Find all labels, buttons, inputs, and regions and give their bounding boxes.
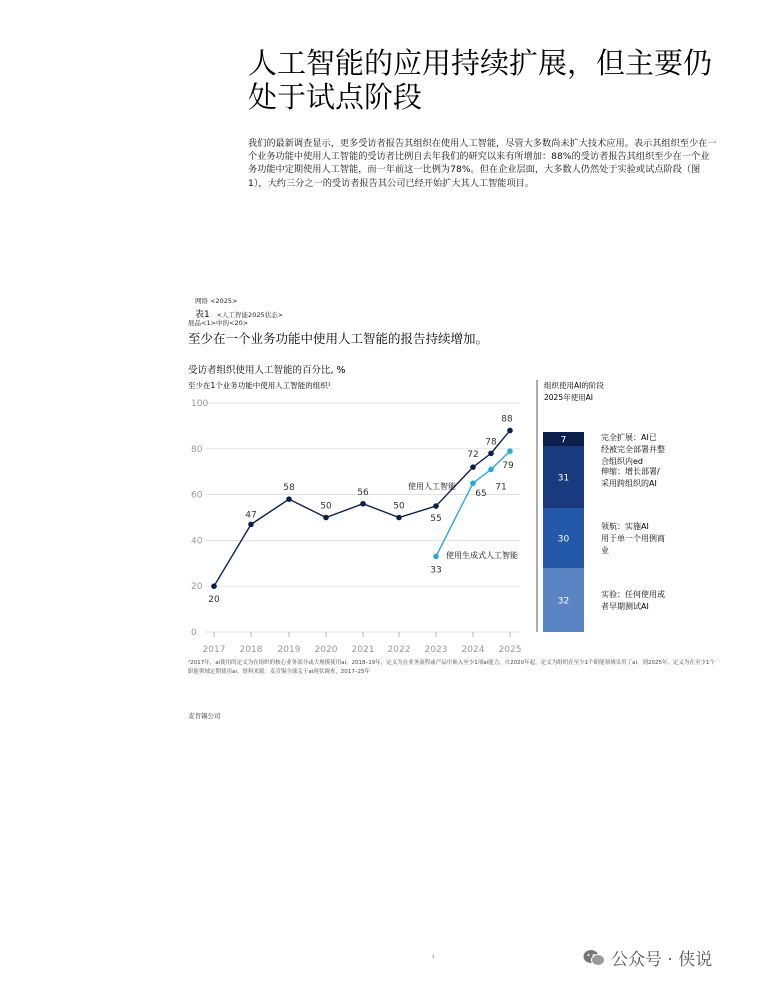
data-label: 72 [467,450,479,461]
x-tick-label: 2022 [387,645,411,655]
x-tick-label: 2020 [314,645,338,655]
segment-value-label: 31 [557,473,570,484]
data-label: 33 [430,565,442,576]
intro-paragraph: 我们的最新调查显示，更多受访者报告其组织在使用人工智能，尽管大多数尚未扩大技术应用。表示其组织至少在一个业务功能中使用人工智能的受访者比例自去年我们的研究以来有所增加：88%的受访者报告其组织至少在一个业务功能中定期使用人工智能，而一年前这一比例为78%。但在企业层面，大多数人仍然处于实验或试点阶段（图1），大约三分之一的受访者报告其公司已经开始扩大其人工智能项目。 [248,138,717,189]
data-label: 56 [357,487,369,498]
exhibit-tag: <人工智能2025状态> [216,311,284,319]
segment-description: 伸缩：增长部署/ [601,467,660,476]
y-tick-label: 60 [191,490,203,501]
segment-description: 领航：实施AI [601,522,649,531]
page-title: 人工智能的应用持续扩展，但主要仍处于试点阶段 [248,46,713,114]
axis-layer [191,399,521,655]
y-tick-label: 0 [191,628,197,638]
ai-data-point [433,503,439,509]
ai-data-point [470,464,476,470]
source-label: 麦肯锡公司 [188,712,221,720]
data-label: 58 [283,483,295,494]
data-label: 65 [475,489,487,500]
genai-data-point [433,554,439,560]
segment-description: 者早期测试AI [601,602,649,611]
ai-data-point [488,451,494,457]
ai-data-point [360,501,366,507]
stack-layer [537,380,665,632]
segment-description: 采用跨组织的AI [601,479,657,488]
footnote: ¹2017年，ai使用的定义为在组织的核心业务部分或大规模使用ai。2018–19年，定义为在业务流程或产品中嵌入至少1项ai能力。自2020年起，定义为组织在至少1个职能领域采用了ai。到2025年，定义为在至少1个职能领域定期使用ai。资料来源：麦肯锡全球关于ai现状调查，2017–25年 [188,660,716,675]
stage-subtitle: 2025年使用AI [544,393,593,402]
genai-series-label: 使用生成式人工智能 [446,551,518,560]
segment-description: 业 [601,546,609,555]
x-tick-label: 2021 [351,645,375,655]
watermark [583,945,712,972]
genai-data-point [470,480,476,486]
ai-series-label: 使用人工智能 [408,482,456,491]
data-label: 47 [245,510,257,521]
y-tick-label: 80 [191,444,203,455]
chart-title: 至少在一个业务功能中使用人工智能的报告持续增加。 [188,331,489,346]
ai-data-point [286,496,292,502]
genai-data-point [488,467,494,473]
segment-value-label: 7 [560,435,567,446]
data-label: 88 [501,414,513,425]
data-label: 78 [485,437,497,448]
x-tick-label: 2017 [202,645,226,655]
watermark-text: 公众号 · 侠说 [611,950,713,970]
data-label: 50 [393,501,405,512]
data-label: 55 [430,514,442,525]
segment-description: 经被完全部署并整 [601,445,665,454]
y-tick-label: 40 [191,536,203,547]
segment-description: 用于单一个用例商 [601,534,665,543]
ai-data-point [323,515,329,521]
y-tick-label: 100 [191,399,209,409]
x-tick-label: 2018 [239,645,263,655]
ai-data-point [396,515,402,521]
segment-description: 实验：任何使用或 [601,590,665,599]
data-label: 71 [495,482,507,493]
segment-value-label: 32 [557,596,570,607]
network-tag: 网络 <2025> [195,297,238,305]
data-label: 79 [502,461,514,472]
data-label: 20 [208,595,220,606]
x-tick-label: 2024 [461,645,485,655]
genai-data-point [507,448,513,454]
y-tick-label: 20 [191,582,203,593]
ai-usage-line [214,430,510,586]
x-tick-label: 2023 [424,645,448,655]
data-label: 50 [320,501,332,512]
ai-data-point [248,522,254,528]
page-number: 4 [432,954,435,959]
segment-description: 完全扩展：AI已 [601,433,657,442]
chart-subtitle: 受访者组织使用人工智能的百分比, % [188,365,346,376]
ai-data-point [211,583,217,589]
wechat-icon [583,949,605,972]
exhibit-number: 表1 [195,310,210,320]
segment-description: 合组织内ed [601,457,643,466]
series-layer [208,414,518,605]
x-tick-label: 2019 [277,645,301,655]
segment-value-label: 30 [557,534,570,545]
exhibit-range: 展品<1>中的<20> [188,319,249,327]
x-tick-label: 2025 [498,645,522,655]
series-description: 至少在1个业务功能中使用人工智能的组织¹ [188,381,331,390]
stage-title: 组织使用AI的阶段 [544,381,604,390]
ai-data-point [507,428,513,434]
